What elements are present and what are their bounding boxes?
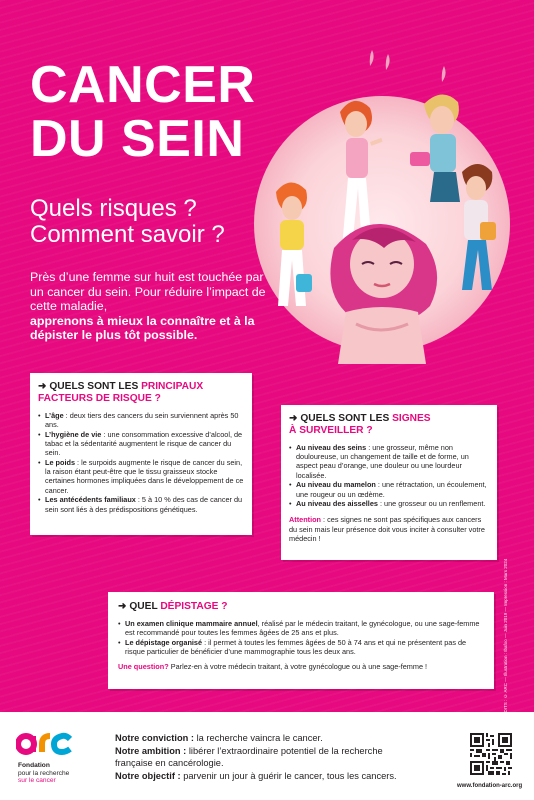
intro-sentence: Près d’une femme sur huit est touchée par un cancer du sein. Pour réduire l’impact de cette maladie, xyxy=(30,270,266,314)
screening-text: : il permet à toutes les femmes âgées de 50 à 74 ans et qui ne présentent pas de risque particulier de bénéficier d’une mammographie tous les deux ans. xyxy=(125,637,467,657)
screening-text: , réalisé par le médecin traitant, le gynécologue, ou une sage-femme est recommandé pour toutes les femmes âgées de 25 ans et plus. xyxy=(125,619,480,638)
credits-vertical-text: CREDITS : © ARC — Illustration : Ibafoo — Juin 2019 — Impression : Mars 2024 xyxy=(503,558,508,722)
signs-heading-line-2: À SURVEILLER ? xyxy=(289,425,373,436)
risk-factors-box xyxy=(30,373,252,535)
intro-emphasis: apprenons à mieux la connaître et à la dépister le plus tôt possible. xyxy=(30,313,255,343)
list-item xyxy=(118,638,486,656)
risk-factors-list xyxy=(38,411,244,514)
sign-text: : une grosseur ou un renflement. xyxy=(377,499,486,509)
page-title xyxy=(30,58,255,166)
sign-text: : une grosseur, même non douloureuse, un changement de taille et de forme, un aspect peau d’orange, une douleur ou une lourdeur localisée. xyxy=(296,443,469,480)
list-item xyxy=(38,458,244,495)
logo-foundation: Fondation xyxy=(18,762,50,769)
footer-conviction xyxy=(115,732,397,745)
screening-list xyxy=(118,619,486,656)
attention-text: : ces signes ne sont pas spécifiques aux cancers du sein mais leur présence doit vous inciter à consulter votre médecin ! xyxy=(289,515,485,543)
screening-term: Un examen clinique mammaire annuel xyxy=(125,619,258,628)
risk-text: : le surpoids augmente le risque de cancer du sein, la raison étant peut-être que le tissu graisseux stocke certaines hormones impliquées dans le développement de ce cancer. xyxy=(45,458,244,495)
arc-logo-text xyxy=(18,762,69,785)
sign-term: Au niveau des seins xyxy=(296,443,367,452)
list-item xyxy=(289,499,489,508)
footer-objectif xyxy=(115,770,397,783)
risk-heading-highlight: PRINCIPAUX FACTEURS DE RISQUE ? xyxy=(38,381,204,404)
ambition-label: Notre ambition : xyxy=(115,745,187,756)
risk-text: : une consommation excessive d’alcool, de tabac et la sédentarité augmentent le risque de cancer du sein. xyxy=(45,429,243,458)
logo-line-1 xyxy=(18,762,69,770)
list-item xyxy=(38,495,244,513)
risk-factors-heading xyxy=(38,381,244,405)
list-item xyxy=(289,443,489,480)
risk-text: : deux tiers des cancers du sein surviennent après 50 ans. xyxy=(45,411,239,430)
conviction-label: Notre conviction : xyxy=(115,733,195,743)
qr-code[interactable] xyxy=(470,733,512,775)
signs-heading-prefix: ➜ QUELS SONT LES xyxy=(289,413,393,424)
question-text: Parlez-en à votre médecin traitant, à votre gynécologue ou à une sage-femme ! xyxy=(168,662,428,672)
title-line-1: CANCER xyxy=(30,56,256,114)
website-url[interactable]: www.fondation-arc.org xyxy=(457,783,523,789)
subtitle xyxy=(30,196,225,248)
objectif-text: parvenir un jour à guérir le cancer, tous les cancers. xyxy=(180,770,397,781)
objectif-label: Notre objectif : xyxy=(115,770,181,781)
signs-heading-highlight: SIGNES xyxy=(392,413,431,424)
sign-term: Au niveau des aisselles xyxy=(296,499,378,509)
question-note xyxy=(118,662,486,671)
warning-signs-box xyxy=(281,405,497,560)
list-item xyxy=(38,411,244,429)
risk-term: Les antécédents familiaux xyxy=(45,495,136,505)
footer-ambition xyxy=(115,745,397,758)
screening-heading xyxy=(118,601,486,613)
screening-term: Le dépistage organisé xyxy=(125,637,203,647)
subtitle-line-1: Quels risques ? xyxy=(30,195,197,222)
arc-logo xyxy=(16,730,80,760)
list-item xyxy=(38,430,244,458)
list-item xyxy=(289,480,489,498)
question-label: Une question? xyxy=(118,662,169,672)
risk-heading-prefix: ➜ QUELS SONT LES xyxy=(38,381,142,392)
footer-statements xyxy=(115,732,397,782)
sign-text: : une rétractation, un écoulement, une rougeur ou un œdème. xyxy=(296,480,487,499)
screening-heading-highlight: DÉPISTAGE ? xyxy=(160,601,228,612)
screening-heading-prefix: ➜ QUEL xyxy=(118,601,161,612)
intro-text xyxy=(30,270,268,343)
ambition-text: libérer l’extraordinaire potentiel de la recherche xyxy=(186,745,383,756)
conviction-text: la recherche vaincra le cancer. xyxy=(194,733,323,743)
list-item xyxy=(118,619,486,637)
subtitle-line-2: Comment savoir ? xyxy=(30,221,225,248)
attention-note xyxy=(289,515,489,543)
warning-signs-list xyxy=(289,443,489,508)
screening-box xyxy=(108,592,494,689)
women-illustration xyxy=(252,42,514,364)
logo-line-2: pour la recherche xyxy=(18,769,70,777)
logo-line-3: sur le cancer xyxy=(18,777,56,785)
warning-signs-heading xyxy=(289,413,489,437)
attention-label: Attention xyxy=(289,515,322,525)
risk-term: L’hygiène de vie xyxy=(45,429,102,439)
footer-ambition-2: française en cancérologie. xyxy=(115,758,224,768)
risk-text: : 5 à 10 % des cas de cancer du sein sont liés à des prédispositions génétiques. xyxy=(45,495,243,514)
risk-term: L’âge xyxy=(45,411,64,420)
sign-term: Au niveau du mamelon xyxy=(296,480,376,490)
title-line-2: DU SEIN xyxy=(30,110,245,168)
risk-term: Le poids xyxy=(45,458,75,468)
